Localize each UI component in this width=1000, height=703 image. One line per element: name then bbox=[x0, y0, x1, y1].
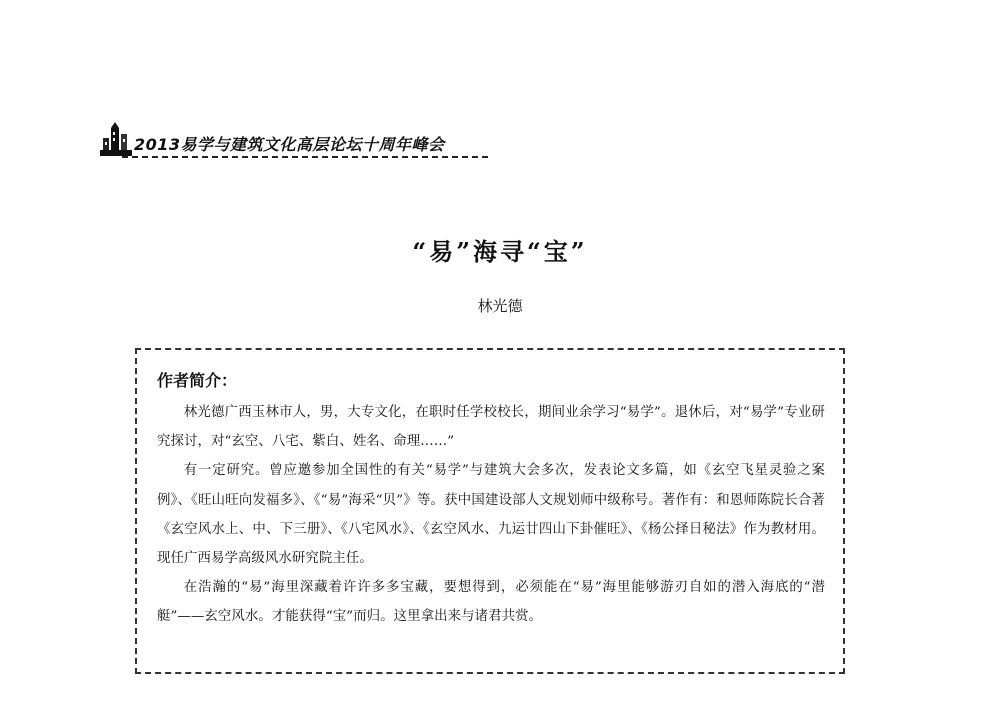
author-bio-box bbox=[135, 348, 845, 674]
building-silhouette-icon bbox=[98, 120, 134, 158]
header-divider bbox=[122, 156, 488, 158]
bio-heading: 作者简介： bbox=[157, 371, 238, 390]
article-title: “易”海寻“宝” bbox=[412, 237, 588, 266]
article-author: 林光德 bbox=[477, 297, 523, 315]
conference-header bbox=[98, 118, 488, 160]
bio-paragraph: 林光德广西玉林市人，男，大专文化，在职时任学校校长，期间业余学习“易学”。退休后，对“易学”专业研究探讨，对“玄空、八宅、紫白、姓名、命理……” bbox=[157, 405, 825, 450]
bio-paragraph: 有一定研究。曾应邀参加全国性的有关“易学”与建筑大会多次，发表论文多篇，如《玄空飞星灵验之案例》、《旺山旺向发福多》、《“易”海采“贝”》等。获中国建设部人文规划师中级称号。著作有：和恩师陈院长合著《玄空风水上、中、下三册》、《八宅风水》、《玄空风水、九运廿四山下卦催旺》、《杨公择日秘法》作为教材用。现任广西易学高级风水研究院主任。 bbox=[157, 463, 825, 567]
bio-paragraph: 在浩瀚的“易”海里深藏着许许多多宝藏，要想得到，必须能在“易”海里能够游刃自如的潜入海底的“潜艇”——玄空风水。才能获得“宝”而归。这里拿出来与诸君共赏。 bbox=[157, 580, 825, 625]
conference-title: 2013易学与建筑文化高层论坛十周年峰会 bbox=[134, 135, 445, 154]
